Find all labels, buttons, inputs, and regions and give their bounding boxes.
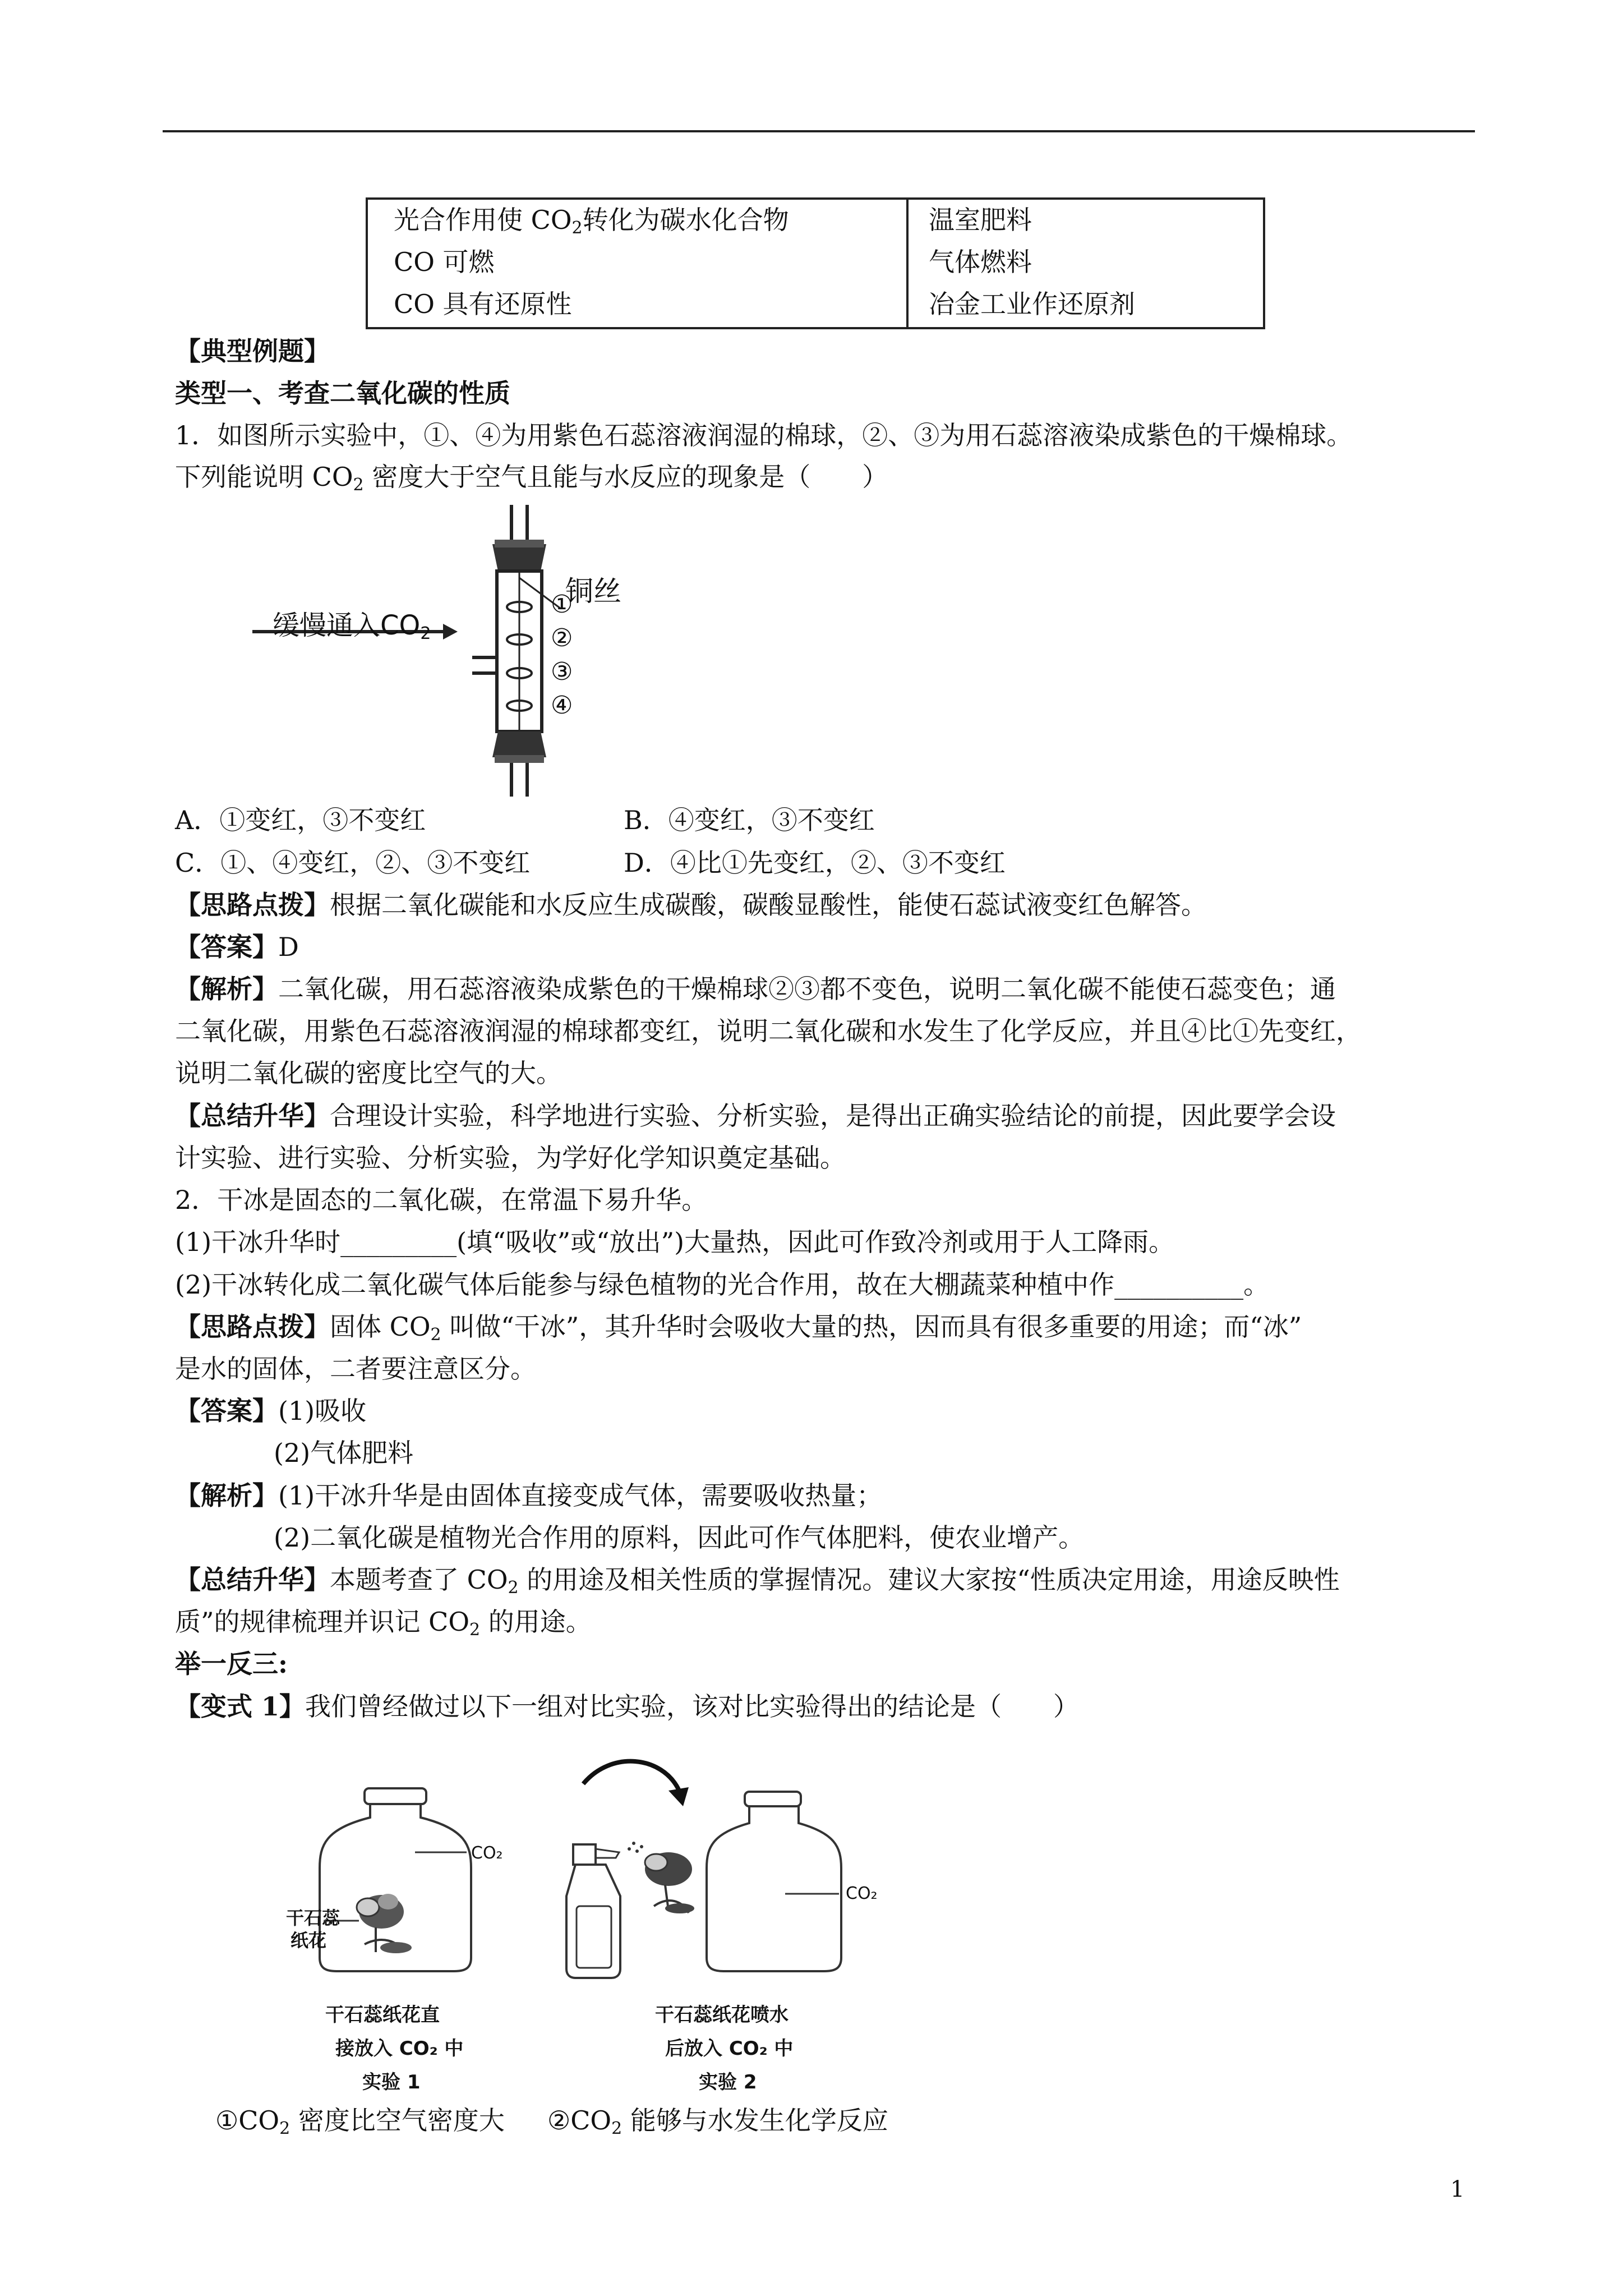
q1-analysis-1 (175, 973, 1336, 1005)
type-heading: 类型一、考查二氧化碳的性质 (175, 378, 510, 408)
subscript: 2 (353, 475, 364, 495)
text: 我们曾经做过以下一组对比实验，该对比实验得出的结论是（ ） (305, 1691, 1080, 1722)
text: 缓慢通入CO (273, 610, 421, 641)
text: 下列能说明 CO (175, 462, 353, 492)
q1-summary-2: 计实验、进行实验、分析实验，为学好化学知识奠定基础。 (175, 1143, 846, 1173)
table-cell-property: 光合作用使 CO (394, 205, 572, 235)
text: 根据二氧化碳能和水反应生成碳酸，碳酸显酸性，能使石蕊试液变红色解答。 (330, 890, 1207, 920)
text: (1)干冰升华是由固体直接变成气体，需要吸收热量； (278, 1480, 883, 1511)
text: 叫做“干冰”，其升华时会吸收大量的热，因而具有很多重要的用途；而“冰” (441, 1312, 1302, 1342)
label: 【总结升华】 (175, 1101, 330, 1131)
q1-answer (175, 931, 299, 963)
copper-wire-label: 铜丝 (565, 575, 621, 608)
text: 质”的规律梳理并识记 CO (175, 1607, 470, 1637)
table-cell-use: 温室肥料 (929, 205, 1032, 235)
q1-stem-line2 (175, 461, 888, 493)
header-rule (163, 130, 1475, 132)
ball-label-4: ④ (551, 691, 573, 720)
q2-hint-2: 是水的固体，二者要注意区分。 (175, 1354, 536, 1384)
option-c: C．①、④变红，②、③不变红 (175, 848, 531, 878)
q1-analysis-2: 二氧化碳，用紫色石蕊溶液润湿的棉球都变红，说明二氧化碳和水发生了化学反应，并且④比①先变红， (175, 1016, 1362, 1046)
subscript: 2 (571, 218, 583, 238)
q2-intro: 2．干冰是固态的二氧化碳，在常温下易升华。 (175, 1185, 708, 1215)
option-b: B．④变红，③不变红 (624, 805, 875, 835)
exp2-caption-3: 实验 2 (699, 2071, 757, 2093)
subscript: 2 (469, 1620, 481, 1640)
option-a: A．①变红，③不变红 (175, 805, 426, 835)
table-cell-property: 转化为碳水化合物 (582, 205, 789, 235)
label: 【答案】 (175, 932, 278, 962)
table-cell-use: 冶金工业作还原剂 (929, 289, 1135, 319)
table-cell-property: CO 具有还原性 (394, 289, 572, 319)
co2-label-jar2: CO₂ (846, 1884, 878, 1903)
exp1-caption-2: 接放入 CO₂ 中 (335, 2037, 464, 2060)
text: 本题考查了 CO (330, 1565, 508, 1595)
q2-answer-2: (2)气体肥料 (274, 1438, 414, 1468)
text: 能够与水发生化学反应 (622, 2105, 888, 2136)
subscript: 2 (420, 624, 431, 643)
text: 的用途。 (480, 1607, 592, 1637)
flower-label-1: 干石蕊 (286, 1907, 340, 1929)
q2-hint-1 (175, 1311, 1302, 1345)
table-row (394, 204, 789, 236)
ball-label-2: ② (551, 624, 573, 652)
text: 合理设计实验，科学地进行实验、分析实验，是得出正确实验结论的前提，因此要学会设 (330, 1101, 1336, 1131)
q2-analysis-1 (175, 1480, 882, 1511)
q2-answer-1 (175, 1395, 366, 1427)
exp2-caption-1: 干石蕊纸花喷水 (655, 2004, 789, 2026)
section-heading: 【典型例题】 (175, 336, 330, 366)
q2-summary-2 (175, 1606, 592, 1640)
subscript: 2 (611, 2119, 623, 2138)
text: 密度比空气密度大 (290, 2105, 505, 2136)
table-cell-property: CO 可燃 (394, 247, 495, 277)
exp1-caption-3: 实验 1 (362, 2071, 421, 2093)
experiment-figure (269, 1728, 942, 2008)
subscript: 2 (279, 2119, 291, 2138)
q1-analysis-3: 说明二氧化碳的密度比空气的大。 (175, 1058, 562, 1088)
conclusion-1 (215, 2105, 505, 2136)
wet-flower (645, 1852, 694, 1913)
text: (1)吸收 (278, 1396, 367, 1426)
jar-2 (707, 1792, 841, 1971)
text: 固体 CO (330, 1312, 431, 1342)
text: 二氧化碳，用石蕊溶液染成紫色的干燥棉球②③都不变色，说明二氧化碳不能使石蕊变色；通 (278, 974, 1336, 1004)
q2-analysis-2: (2)二氧化碳是植物光合作用的原料，因此可作气体肥料，使农业增产。 (274, 1522, 1085, 1553)
practice-heading: 举一反三: (175, 1649, 288, 1679)
ball-label-1: ① (551, 590, 573, 619)
q1-hint (175, 889, 1207, 921)
option-d: D．④比①先变红，②、③不变红 (624, 848, 1006, 878)
exp1-caption-1: 干石蕊纸花直 (325, 2004, 440, 2026)
label: 【思路点拨】 (175, 1312, 330, 1342)
co2-label-jar1: CO₂ (471, 1843, 503, 1863)
subscript: 2 (430, 1325, 441, 1345)
label: 【解析】 (175, 974, 278, 1004)
label: 【变式 1】 (175, 1691, 306, 1722)
q1-stem-line1: 1．如图所示实验中，①、④为用紫色石蕊溶液润湿的棉球，②、③为用石蕊溶液染成紫色的干燥棉球。 (175, 420, 1353, 450)
subscript: 2 (508, 1578, 519, 1598)
text: 密度大于空气且能与水反应的现象是（ ） (363, 462, 888, 492)
label: 【答案】 (175, 1396, 278, 1426)
conclusion-2 (547, 2105, 888, 2136)
flower-label-2: 纸花 (291, 1930, 327, 1951)
q2-part2: (2)干冰转化成二氧化碳气体后能参与绿色植物的光合作用，故在大棚蔬菜种植中作__________。 (175, 1269, 1270, 1300)
text: ①CO (215, 2105, 280, 2136)
exp2-caption-2: 后放入 CO₂ 中 (665, 2037, 794, 2060)
tube-apparatus-figure (247, 505, 673, 819)
uses-table (366, 197, 1265, 329)
jar-1 (320, 1788, 471, 1971)
text: ②CO (547, 2105, 612, 2136)
page-number: 1 (1450, 2177, 1465, 2202)
co2-inlet-label (273, 604, 431, 642)
label: 【解析】 (175, 1480, 278, 1511)
q1-summary-1 (175, 1100, 1336, 1131)
label: 【思路点拨】 (175, 890, 330, 920)
q2-part1: (1)干冰升华时_________(填“吸收”或“放出”)大量热，因此可作致冷剂或用于人工降雨。 (175, 1227, 1175, 1257)
text: 的用途及相关性质的掌握情况。建议大家按“性质决定用途，用途反映性 (518, 1565, 1340, 1595)
text: D (278, 932, 299, 962)
ball-label-3: ③ (551, 657, 573, 686)
variant1-stem (175, 1691, 1079, 1722)
table-divider (906, 200, 909, 327)
label: 【总结升华】 (175, 1565, 330, 1595)
q2-summary-1 (175, 1564, 1340, 1598)
table-cell-use: 气体燃料 (929, 247, 1032, 277)
